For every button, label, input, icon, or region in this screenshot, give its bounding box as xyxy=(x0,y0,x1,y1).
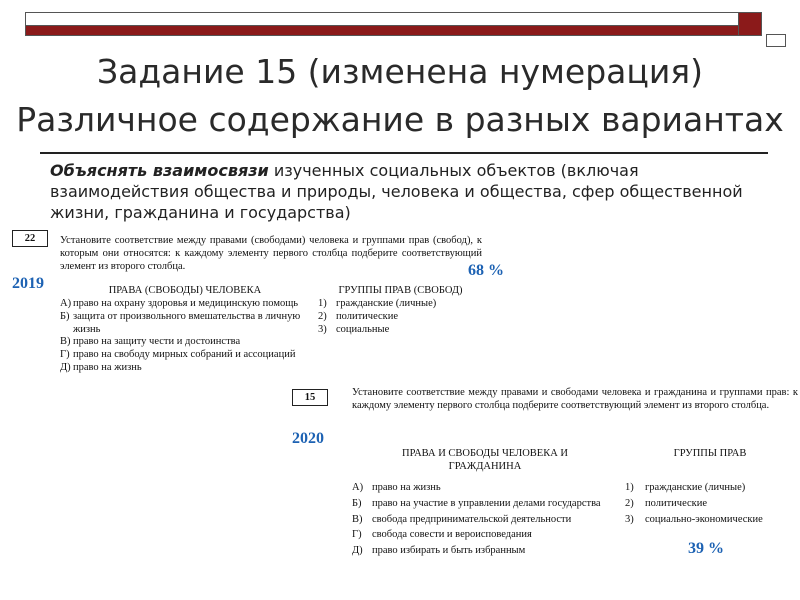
item-text: право избирать и быть избранным xyxy=(372,545,526,557)
instruction-2019: Установите соответствие между правами (свободами) человека и группами прав (свобод), к которым они относятся: к каждому элементу первого столбца подберите соответствующий элемент из второго столбца. xyxy=(60,235,482,272)
item-letter: Д) xyxy=(60,361,71,373)
list-item xyxy=(60,349,310,362)
year-label-2019: 2019 xyxy=(12,275,44,292)
list-item xyxy=(625,482,797,495)
item-text: свобода предпринимательской деятельности xyxy=(372,513,572,525)
item-letter: Г) xyxy=(352,529,362,541)
item-text: гражданские (личные) xyxy=(336,298,437,309)
list-item xyxy=(60,362,310,375)
list-item xyxy=(352,498,602,511)
item-text: защита от произвольного вмешательства в личную жизнь xyxy=(73,310,301,335)
list-item xyxy=(352,529,602,542)
list-item xyxy=(352,482,602,495)
objective-rest: изученных социальных объектов (включая взаимодействия общества и природы, человека и общества, сфер общественной жизни, гражданина и государства) xyxy=(50,161,743,222)
task-number-box-2020: 15 xyxy=(292,389,328,406)
right-list-2020 xyxy=(625,482,797,526)
item-text: социальные xyxy=(336,323,390,335)
list-item xyxy=(625,498,797,511)
item-text: право на жизнь xyxy=(73,361,142,373)
item-number: 3) xyxy=(318,323,327,335)
item-letter: А) xyxy=(352,482,364,493)
list-item xyxy=(352,514,602,527)
objective-text xyxy=(50,160,760,223)
header-band xyxy=(26,25,761,35)
left-list-2019 xyxy=(60,298,310,375)
left-list-2020 xyxy=(352,482,602,558)
header-bar xyxy=(25,12,762,36)
list-item xyxy=(352,545,602,558)
percent-2020: 39 % xyxy=(688,540,724,557)
item-text: право на защиту чести и достоинства xyxy=(73,336,241,348)
item-letter: В) xyxy=(352,513,363,525)
item-text: политические xyxy=(645,497,708,509)
item-number: 1) xyxy=(625,482,634,493)
item-number: 3) xyxy=(625,513,634,525)
list-item xyxy=(318,298,483,311)
list-item xyxy=(318,311,483,324)
slide-title-line1: Задание 15 (изменена нумерация) xyxy=(96,52,704,91)
item-text: свобода совести и вероисповедания xyxy=(372,529,532,541)
item-text: право на участие в управлении делами государства xyxy=(372,497,601,509)
list-item xyxy=(60,336,310,349)
objective-lead: Объяснять взаимосвязи xyxy=(50,161,269,180)
right-header-2020: ГРУППЫ ПРАВ xyxy=(673,448,747,459)
list-item xyxy=(625,514,797,527)
item-text: политические xyxy=(336,310,399,322)
item-letter: Д) xyxy=(352,545,363,557)
percent-2019: 68 % xyxy=(468,262,504,279)
item-number: 2) xyxy=(625,497,634,509)
item-letter: Г) xyxy=(60,349,70,361)
item-letter: А) xyxy=(60,298,72,309)
year-label-2020: 2020 xyxy=(292,430,324,447)
header-square xyxy=(738,13,761,35)
header-small-square xyxy=(766,34,786,47)
title-divider xyxy=(40,152,768,154)
slide-title-line2: Различное содержание в разных вариантах xyxy=(16,100,784,139)
right-header-2019: ГРУППЫ ПРАВ (СВОБОД) xyxy=(338,285,463,296)
task-number-box-2019: 22 xyxy=(12,230,48,247)
list-item xyxy=(60,298,310,311)
list-item xyxy=(60,311,310,337)
item-text: право на охрану здоровья и медицинскую помощь xyxy=(73,298,299,309)
item-number: 2) xyxy=(318,310,327,322)
item-text: гражданские (личные) xyxy=(645,482,746,493)
item-number: 1) xyxy=(318,298,327,309)
item-text: право на свободу мирных собраний и ассоциаций xyxy=(73,349,296,361)
list-item xyxy=(318,324,483,337)
item-letter: В) xyxy=(60,336,71,348)
item-letter: Б) xyxy=(352,497,362,509)
item-letter: Б) xyxy=(60,310,70,322)
left-header-2019: ПРАВА (СВОБОДЫ) ЧЕЛОВЕКА xyxy=(108,285,262,296)
instruction-2020: Установите соответствие между правами и свободами человека и гражданина и группами прав: к каждому элементу первого столбца подберите соответствующий элемент из второго столбца. xyxy=(352,387,798,411)
left-header-2020: ПРАВА И СВОБОДЫ ЧЕЛОВЕКА И ГРАЖДАНИНА xyxy=(402,448,568,472)
item-text: социально-экономические xyxy=(645,513,763,525)
right-list-2019 xyxy=(318,298,483,336)
item-text: право на жизнь xyxy=(372,482,441,493)
